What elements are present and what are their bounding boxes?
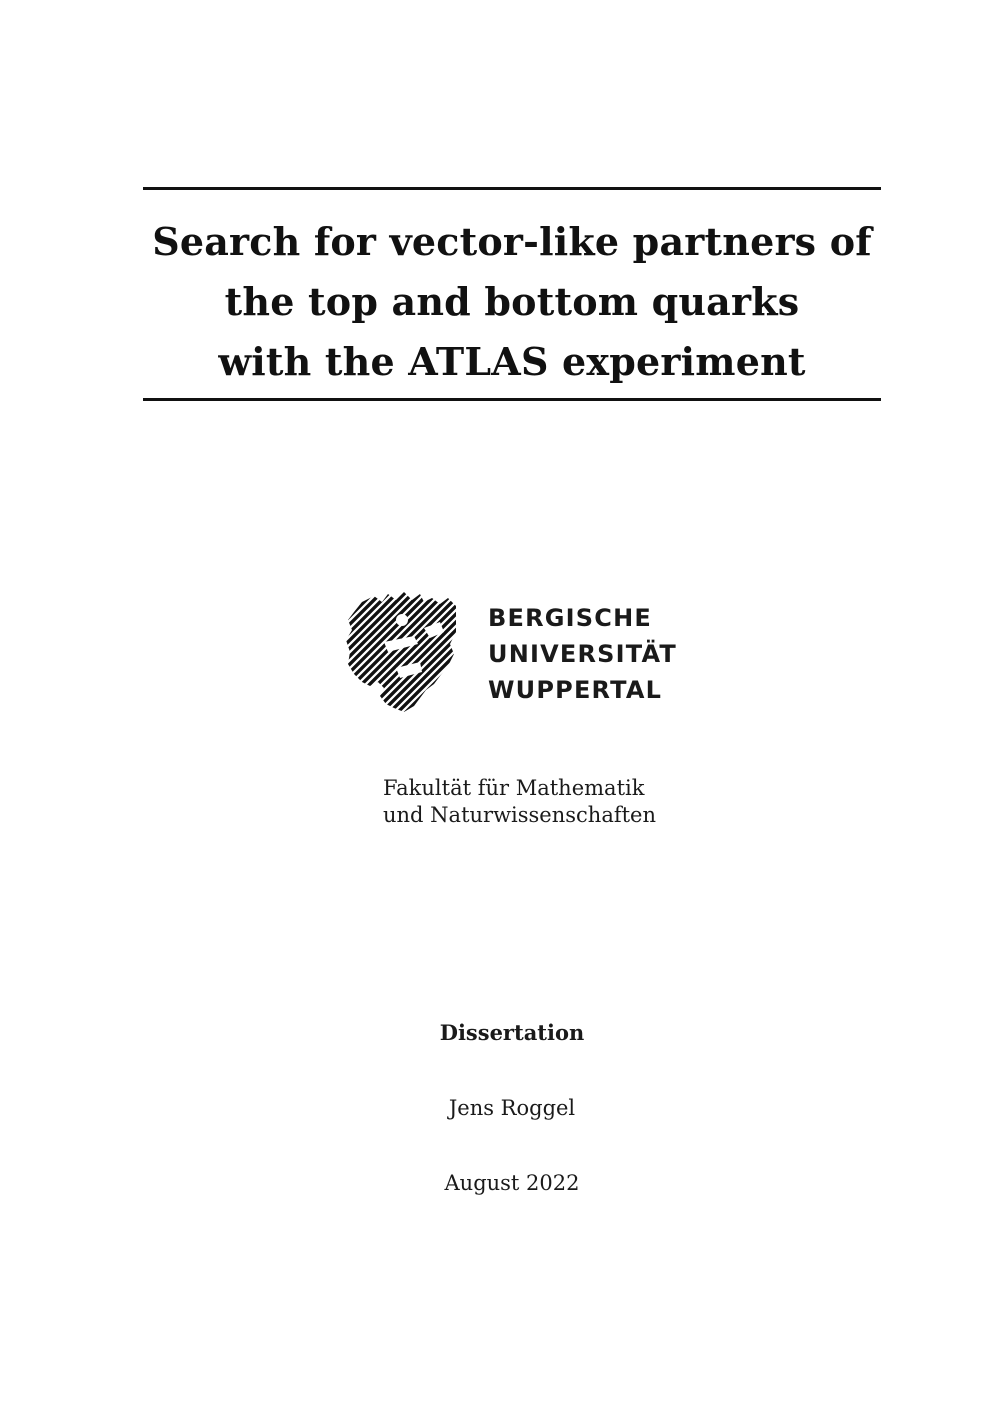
document-type: Dissertation	[439, 1020, 585, 1045]
university-logo	[344, 592, 684, 716]
thesis-title	[100, 212, 924, 392]
university-name-line-2: UNIVERSITÄT	[488, 640, 677, 668]
author-name: Jens Roggel	[448, 1096, 576, 1120]
university-name	[488, 600, 677, 708]
thesis-title-line-3: with the ATLAS experiment	[218, 339, 806, 384]
faculty-name-line-1: Fakultät für Mathematik	[383, 776, 645, 800]
title-rule-bottom	[143, 398, 881, 401]
faculty-name-line-2: und Naturwissenschaften	[383, 803, 657, 827]
submission-date: August 2022	[444, 1171, 580, 1195]
faculty-name	[383, 775, 656, 829]
university-name-line-3: WUPPERTAL	[488, 676, 663, 704]
thesis-title-line-2: the top and bottom quarks	[224, 279, 800, 324]
thesis-title-line-1: Search for vector-like partners of	[152, 219, 872, 264]
university-lion-icon	[344, 592, 464, 716]
title-rule-top	[143, 187, 881, 190]
university-name-line-1: BERGISCHE	[488, 604, 652, 632]
